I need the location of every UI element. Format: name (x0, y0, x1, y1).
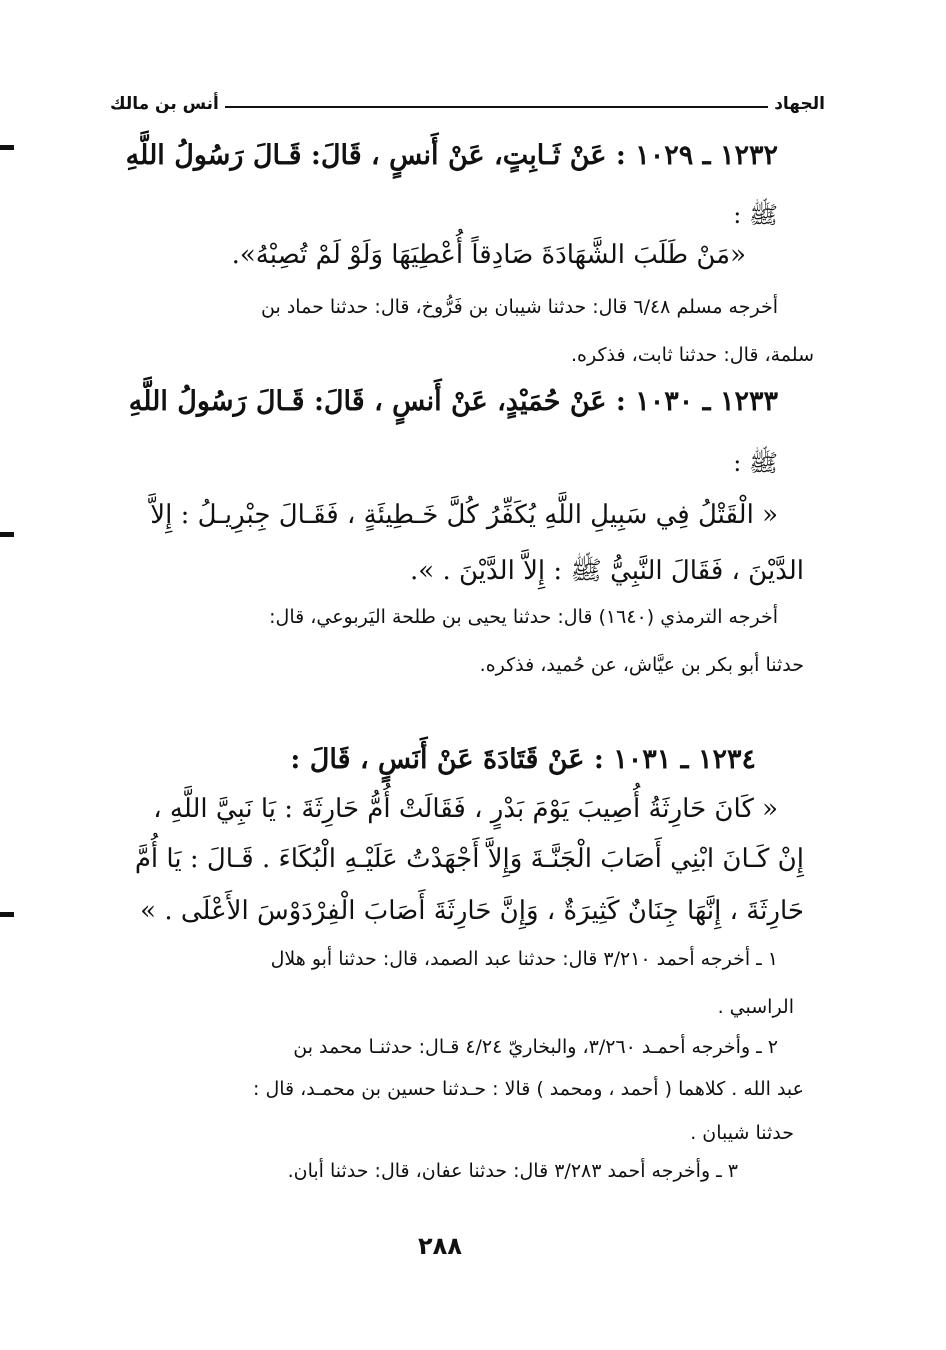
takhrij-1233-line2: حدثنا أبو بكر بن عيَّاش، عن حُميد، فذكره. (479, 654, 804, 676)
hadith-1234-matn-line1: « كَانَ حَارِثَةُ أُصِيبَ يَوْمَ بَدْرٍ ، فَقَالَتْ أُمُّ حَارِثَةَ : يَا نَبِيَّ اللَّهِ ، (153, 794, 778, 824)
takhrij-1234-item2-line3: حدثنا شيبان . (690, 1122, 794, 1144)
scan-edge-mark (0, 532, 14, 537)
takhrij-1234-item3: ٣ ـ وأخرجه أحمد ٣/٢٨٣ قال: حدثنا عفان، قال: حدثنا أبان. (287, 1160, 738, 1182)
hadith-1233-matn-line2: الدَّيْنَ ، فَقَالَ النَّبِيُّ ﷺ : إِلاَّ الدَّيْنَ . ». (410, 556, 804, 586)
hadith-1233-matn-line1: « الْقَتْلُ فِي سَبِيلِ اللَّهِ يُكَفِّرُ كُلَّ خَـطِيئَةٍ ، فَقَـالَ جِبْرِيـلُ : إِلاَّ (150, 500, 778, 530)
page-number: ٢٨٨ (418, 1232, 462, 1260)
scan-edge-mark (0, 912, 14, 917)
hadith-1232-matn: «مَنْ طَلَبَ الشَّهَادَةَ صَادِقاً أُعْطِيَهَا وَلَوْ لَمْ تُصِبْهُ». (231, 240, 746, 270)
salawat-1233: ﷺ : (733, 449, 778, 477)
takhrij-1234-item2-line1: ٢ ـ وأخرجه أحمـد ٣/٢٦٠، والبخاريّ ٤/٢٤ قـال: حدثنـا محمد بن (293, 1036, 778, 1058)
hadith-1234-matn-line2: إِنْ كَـانَ ابْنِي أَصَابَ الْجَنَّـةَ وَإِلاَّ أَجْهَدْتُ عَلَيْـهِ الْبُكَاءَ . قَـالَ : يَا أُمَّ (134, 844, 804, 874)
running-header (110, 84, 825, 114)
hadith-1234-matn-line3: حَارِثَةَ ، إِنَّهَا جِنَانٌ كَثِيرَةٌ ، وَإِنَّ حَارِثَةَ أَصَابَ الْفِرْدَوْسَ الأَعْلَى . » (140, 896, 804, 926)
takhrij-1232-line2: سلمة، قال: حدثنا ثابت، فذكره. (570, 344, 814, 366)
takhrij-1234-item1-line1: ١ ـ أخرجه أحمد ٣/٢١٠ قال: حدثنا عبد الصمد، قال: حدثنا أبو هلال (270, 948, 778, 970)
header-chapter: الجهاد (774, 94, 825, 114)
scan-edge-mark (0, 145, 14, 150)
salawat-1232: ﷺ : (733, 201, 778, 229)
takhrij-1232-line1: أخرجه مسلم ٦/٤٨ قال: حدثنا شيبان بن فَرُّوخ، قال: حدثنا حماد بن (261, 296, 778, 318)
header-rule (225, 106, 768, 108)
hadith-1233-isnad: ١٢٣٣ ـ ١٠٣٠ : عَنْ حُمَيْدٍ، عَنْ أَنسٍ ، قَالَ: قَـالَ رَسُولُ اللَّهِ (128, 386, 778, 417)
takhrij-1234-item2-line2: عبد الله . كلاهما ( أحمد ، ومحمد ) قالا : حـدثنا حسين بن محمـد، قال : (253, 1078, 804, 1100)
hadith-1232-isnad: ١٢٣٢ ـ ١٠٢٩ : عَنْ ثَـابِتٍ، عَنْ أَنسٍ ، قَالَ: قَـالَ رَسُولُ اللَّهِ (125, 140, 778, 171)
hadith-1234-isnad: ١٢٣٤ ـ ١٠٣١ : عَنْ قَتَادَةَ عَنْ أَنَسٍ ، قَالَ : (290, 744, 756, 775)
takhrij-1233-line1: أخرجه الترمذي (١٦٤٠) قال: حدثنا يحيى بن طلحة اليَربوعي، قال: (269, 606, 778, 628)
takhrij-1234-item1-line2: الراسبي . (717, 996, 794, 1018)
header-narrator: أنس بن مالك (110, 94, 219, 114)
